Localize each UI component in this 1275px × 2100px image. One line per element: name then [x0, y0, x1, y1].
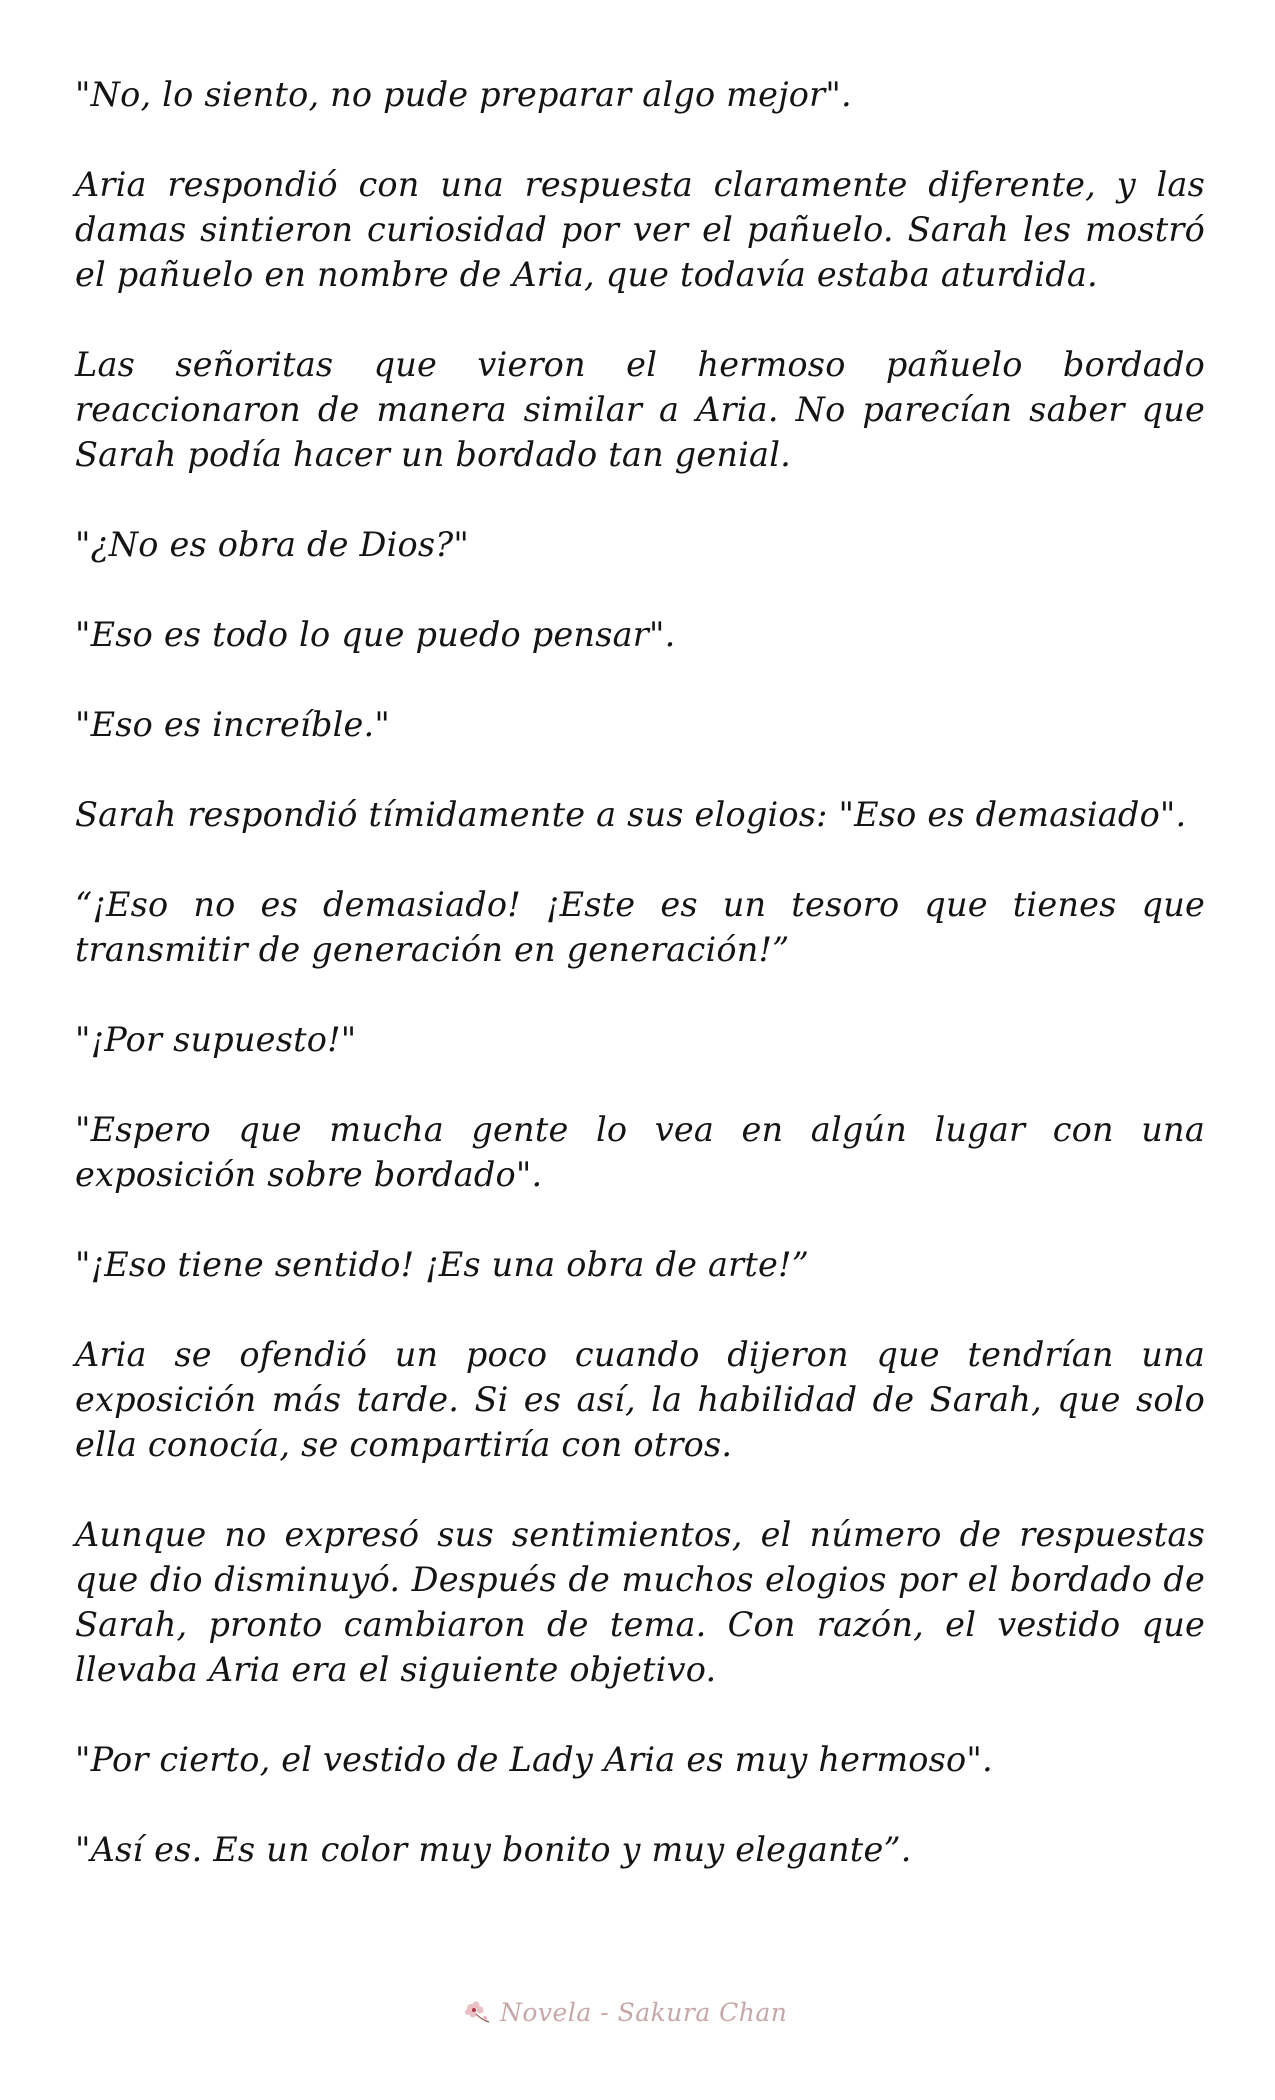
document-body — [75, 72, 1205, 1917]
paragraph-8: “¡Eso no es demasiado! ¡Este es un tesoro que tienes que transmitir de generación en generación!” — [75, 885, 1205, 969]
paragraph-4: "¿No es obra de Dios?" — [75, 525, 470, 564]
paragraph-12: Aria se ofendió un poco cuando dijeron que tendrían una exposición más tarde. Si es así, la habilidad de Sarah, que solo ella conocía, se compartiría con otros. — [75, 1335, 1205, 1464]
paragraph-9: "¡Por supuesto!" — [75, 1020, 357, 1059]
watermark-text: Novela - Sakura Chan — [500, 1998, 788, 2027]
paragraph-1: "No, lo siento, no pude preparar algo mejor". — [75, 75, 852, 114]
paragraph-7: Sarah respondió tímidamente a sus elogios: "Eso es demasiado". — [75, 795, 1187, 834]
paragraph-2: Aria respondió con una respuesta claramente diferente, y las damas sintieron curiosidad por ver el pañuelo. Sarah les mostró el pañuelo en nombre de Aria, que todavía estaba aturdida. — [75, 165, 1205, 294]
paragraph-11: "¡Eso tiene sentido! ¡Es una obra de arte!” — [75, 1245, 810, 1284]
watermark — [462, 1998, 787, 2027]
paragraph-15: "Así es. Es un color muy bonito y muy elegante”. — [75, 1830, 912, 1869]
paragraph-3: Las señoritas que vieron el hermoso pañuelo bordado reaccionaron de manera similar a Aria. No parecían saber que Sarah podía hacer un bordado tan genial. — [75, 345, 1205, 474]
paragraph-10: "Espero que mucha gente lo vea en algún lugar con una exposición sobre bordado". — [75, 1110, 1205, 1194]
paragraph-6: "Eso es increíble." — [75, 705, 390, 744]
paragraph-13: Aunque no expresó sus sentimientos, el número de respuestas que dio disminuyó. Después de muchos elogios por el bordado de Sarah, pronto cambiaron de tema. Con razón, el vestido que llevaba Aria era el siguiente objetivo. — [75, 1515, 1205, 1689]
sakura-flower-icon — [462, 2000, 492, 2026]
paragraph-14: "Por cierto, el vestido de Lady Aria es muy hermoso". — [75, 1740, 993, 1779]
paragraph-5: "Eso es todo lo que puedo pensar". — [75, 615, 676, 654]
